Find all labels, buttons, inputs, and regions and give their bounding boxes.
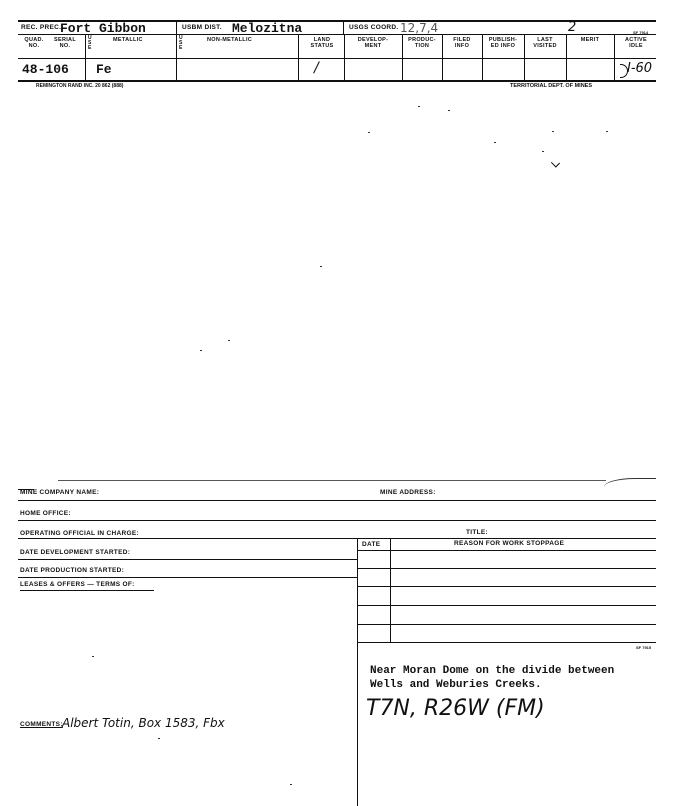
scan-speck — [418, 106, 420, 107]
scan-speck — [542, 151, 544, 152]
home-office-label: HOME OFFICE: — [20, 510, 71, 517]
header-use-metallic: U S E — [88, 35, 92, 51]
header-serial-no: SERIAL NO. — [54, 37, 76, 49]
dept-line: TERRITORIAL DEPT. OF MINES — [510, 83, 592, 89]
row-rule — [18, 559, 357, 560]
header-quad-no: QUAD. NO. — [24, 37, 44, 49]
comments-value: Albert Totin, Box 1583, Fbx — [62, 716, 225, 730]
divider — [176, 34, 177, 80]
scan-speck — [606, 131, 608, 132]
merit-mark: 2 — [568, 20, 577, 35]
metallic-value: Fe — [96, 62, 112, 77]
scan-mark — [551, 158, 560, 167]
header-use-nonmetallic: U S E — [179, 35, 183, 51]
scan-speck — [228, 340, 230, 341]
bottom-rule — [18, 80, 656, 82]
divider — [343, 20, 344, 34]
scan-speck — [200, 350, 202, 351]
header-last-visited: LAST VISITED — [533, 37, 557, 49]
table-rule — [357, 642, 656, 643]
table-rule — [357, 624, 656, 625]
header-land-status: LAND STATUS — [310, 37, 334, 49]
table-rule — [357, 568, 656, 569]
scan-speck — [320, 266, 322, 267]
header-metallic: METALLIC — [113, 37, 143, 43]
divider — [85, 34, 86, 80]
header-published-info: PUBLISH- ED INFO — [488, 37, 518, 49]
row-rule — [18, 500, 656, 501]
scan-speck — [92, 656, 94, 657]
row-rule — [18, 34, 656, 35]
leases-offers-label: LEASES & OFFERS — TERMS OF: — [20, 581, 135, 588]
card-edge — [58, 480, 606, 481]
row-rule — [18, 577, 357, 578]
header-development: DEVELOP- MENT — [357, 37, 389, 49]
active-idle-value: I-60 — [627, 61, 653, 76]
row-rule — [18, 58, 656, 59]
location-handwritten: T7N, R26W (FM) — [366, 696, 545, 721]
rec-prec-value: Fort Gibbon — [60, 21, 146, 36]
reason-header: REASON FOR WORK STOPPAGE — [454, 540, 565, 547]
printer-line: REMINGTON RAND INC. 20 862 (888) — [36, 83, 124, 89]
usgs-coord-value: 12,7,4 — [400, 21, 439, 35]
land-status-value: / — [314, 60, 319, 76]
row-rule — [18, 538, 656, 539]
scan-speck — [494, 142, 496, 143]
comments-label: COMMENTS: — [20, 721, 63, 728]
header-merit: MERIT — [580, 37, 600, 43]
quad-serial-value: 48-106 — [22, 62, 69, 77]
table-divider — [390, 538, 391, 642]
leases-underline — [20, 590, 154, 591]
location-typed-line1: Near Moran Dome on the divide between — [370, 665, 615, 677]
scan-speck — [368, 132, 370, 133]
rec-prec-label: REC. PREC. — [21, 24, 62, 31]
form-number-top: SF 7914 — [633, 30, 649, 35]
row-rule — [18, 520, 656, 521]
usbm-dist-label: USBM DIST. — [182, 24, 222, 31]
operating-official-label: OPERATING OFFICIAL IN CHARGE: — [20, 530, 139, 537]
card-edge-curve — [604, 478, 656, 493]
form-number-bottom: SF 7915 — [636, 645, 652, 650]
scan-speck — [552, 131, 554, 132]
divider — [298, 34, 299, 80]
mine-company-name-label: MINE COMPANY NAME: — [20, 489, 100, 496]
usgs-coord-label: USGS COORD. — [349, 24, 399, 31]
scan-speck — [290, 784, 292, 785]
location-typed-line2: Wells and Weburies Creeks. — [370, 679, 542, 691]
table-divider — [357, 538, 358, 806]
header-production: PRODUC- TION — [408, 37, 436, 49]
header-active-idle: ACTIVE IDLE — [625, 37, 647, 49]
date-dev-started-label: DATE DEVELOPMENT STARTED: — [20, 549, 131, 556]
scan-speck — [158, 738, 160, 739]
date-header: DATE — [362, 541, 381, 548]
header-nonmetallic: NON-METALLIC — [207, 37, 253, 43]
table-rule — [357, 605, 656, 606]
table-rule — [357, 586, 656, 587]
mine-address-label: MINE ADDRESS: — [380, 489, 436, 496]
scan-speck — [448, 110, 450, 111]
date-prod-started-label: DATE PRODUCTION STARTED: — [20, 567, 125, 574]
usbm-dist-value: Melozitna — [232, 21, 303, 36]
strike-mark — [18, 489, 34, 490]
divider — [176, 20, 177, 34]
title-label: TITLE: — [466, 529, 489, 536]
table-rule — [357, 550, 656, 551]
header-filed-info: FILED INFO — [453, 37, 471, 49]
